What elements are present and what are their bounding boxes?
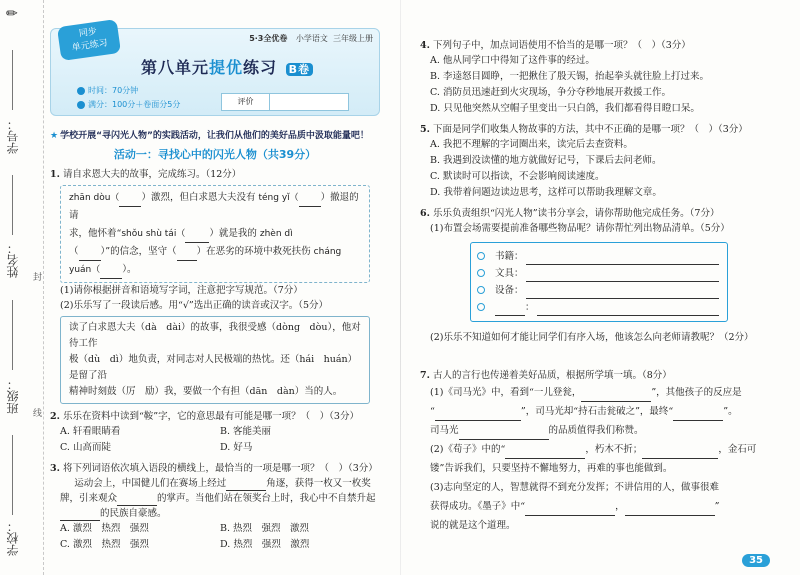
school-label: 学校：	[6, 520, 20, 556]
b-paper-tag: B卷	[286, 63, 313, 76]
pencil-icon: ✏	[6, 6, 18, 22]
option-c[interactable]: C. 默读时可以指读，不会影响阅读速度。	[430, 171, 605, 182]
option-b[interactable]: B. 客能美丽	[220, 426, 272, 437]
option-a[interactable]: A. 轩看眼睛看	[60, 426, 121, 437]
passage-line: （ ）”的信念，坚守（ ）在恶劣的环境中救死扶伤 cháng yuán（ ）。	[69, 243, 361, 279]
answer-blank[interactable]	[119, 206, 141, 207]
option-b[interactable]: B. 我遇到没读懂的地方就做好记号，下课后去问老师。	[430, 155, 662, 166]
clock-icon	[77, 87, 85, 95]
sync-badge: 同步 单元练习	[57, 19, 121, 61]
activity-1-title: 活动一：寻找心中的闪光人物（共39分）	[113, 148, 317, 161]
option-c[interactable]: C. 激烈 热烈 强烈	[60, 539, 149, 550]
name-line	[12, 175, 13, 235]
option-c[interactable]: C. 消防员迅速赶到火灾现场，争分夺秒地展开救援工作。	[430, 87, 671, 98]
left-page	[50, 28, 380, 553]
student-id-label: 学号：	[6, 118, 20, 154]
score-info: 满分：100分＋卷面分5分	[77, 99, 180, 110]
pinyin-passage	[60, 185, 370, 283]
answer-blank[interactable]	[526, 253, 719, 265]
answer-blank[interactable]	[525, 515, 615, 516]
answer-blank[interactable]	[526, 270, 719, 282]
evaluation-box[interactable]: 评价	[221, 93, 349, 111]
q3-options	[60, 521, 380, 553]
q7-sub3: (3)志向坚定的人，智慧就得不到充分发挥；不讲信用的人，做事很难 获得成功。《墨子》中“ ， ” 说的就是这个道理。	[430, 482, 720, 531]
reflection-passage: 读了白求恩大夫（dà dài）的故事，我很受感（dòng dòu），他对待工作 极（dù dì）地负责，对同志对人民极端的热忱。还（hái huán）是留了沿 精神时刻鼓（厉 励）我，要做一个有担（dān dàn）当的人。	[60, 316, 370, 404]
star-icon: ★	[50, 131, 59, 141]
option-b[interactable]: B. 热烈 强烈 激烈	[220, 523, 310, 534]
answer-blank[interactable]	[435, 420, 521, 421]
passage-line: zhān dòu（ ）激烈，但白求恩大夫没有 téng yǐ（ ）撤退的请	[69, 192, 359, 221]
class-line	[12, 300, 13, 370]
binder-ring-icon	[477, 286, 485, 294]
option-a[interactable]: A. 他从同学口中得知了这件事的经过。	[430, 55, 595, 66]
q4-options	[430, 53, 780, 117]
seal-mark: 封	[31, 272, 41, 281]
answer-blank[interactable]	[642, 458, 718, 459]
checklist-row: ：	[495, 299, 719, 316]
binder-ring-icon	[477, 269, 485, 277]
option-d[interactable]: D. 热烈 强烈 激烈	[220, 539, 310, 550]
binding-spine	[0, 0, 44, 575]
option-d[interactable]: D. 我带着问题边读边思考，这样可以帮助我理解文章。	[430, 187, 662, 198]
question-7: 7. 古人的言行也传递着美好品质，根据所学填一填。（8分）	[420, 370, 672, 381]
question-3: 3. 将下列词语依次填入语段的横线上，最恰当的一项是哪一项？（ ）（3分）	[50, 463, 378, 474]
answer-blank[interactable]	[581, 401, 651, 402]
class-label: 班级：	[6, 378, 20, 414]
page-fold	[400, 0, 401, 575]
question-2: 2. 乐乐在资料中读到“鞍”字，它的意思最有可能是哪一项？（ ）（3分）	[50, 411, 359, 422]
answer-blank[interactable]	[537, 304, 719, 316]
option-b[interactable]: B. 李逵怒目圆睁，一把揪住了殷天锡，抬起拳头就往脸上打过来。	[430, 71, 710, 82]
option-d[interactable]: D. 好马	[220, 442, 253, 453]
answer-blank[interactable]	[495, 304, 525, 316]
checklist-row: 设备：	[495, 282, 719, 299]
right-page	[420, 38, 780, 535]
binder-ring-icon	[477, 252, 485, 260]
student-id-line	[12, 50, 13, 110]
book-meta: 5·3全优卷 小学语文 三年级上册	[249, 34, 373, 43]
answer-blank[interactable]	[526, 287, 719, 299]
q1-sub2: (2)乐乐写了一段读后感。用“√”选出正确的读音或汉字。（5分）	[60, 300, 329, 311]
question-6: 6. 乐乐负责组织“闪光人物”读书分享会，请你帮助他完成任务。（7分）	[420, 208, 720, 219]
question-5: 5. 下面是同学们收集人物故事的方法，其中不正确的是哪一项？（ ）（3分）	[420, 124, 748, 135]
checklist-row: 书籍：	[495, 248, 719, 265]
answer-blank[interactable]	[299, 206, 321, 207]
option-d[interactable]: D. 只见他突然从空帽子里变出一只白鸽，我们都看得目瞪口呆。	[430, 103, 700, 114]
answer-blank[interactable]	[226, 490, 266, 491]
score-icon	[77, 101, 85, 109]
checklist-row: 文具：	[495, 265, 719, 282]
answer-blank[interactable]	[177, 260, 197, 261]
intro-text: ★ 学校开展“寻闪光人物”的实践活动，让我们从他们的美好品质中汲取能量吧！	[50, 131, 369, 141]
time-info: 时间：70分钟	[77, 85, 138, 96]
name-label: 姓名：	[6, 242, 20, 278]
answer-blank[interactable]	[117, 505, 157, 506]
answer-blank[interactable]	[673, 420, 723, 421]
answer-blank[interactable]	[79, 260, 101, 261]
option-a[interactable]: A. 我把不理解的字词圈出来，读完后去查资料。	[430, 139, 633, 150]
item-checklist	[470, 242, 728, 322]
unit-title: 第八单元提优练习 B卷	[141, 55, 313, 78]
option-a[interactable]: A. 激烈 热烈 强烈	[60, 523, 149, 534]
q7-sub2: (2)《荀子》中的“ ，朽木不折； ，金石可 镂”告诉我们，只要坚持不懈地努力，再难的事也能做到。	[430, 444, 757, 474]
q5-options	[430, 137, 780, 201]
q2-options	[60, 424, 380, 456]
option-c[interactable]: C. 山高而陡	[60, 442, 111, 453]
q1-sub1: (1)请你根据拼音和语境写字词，注意把字写规范。（7分）	[60, 285, 303, 296]
question-4: 4. 下列句子中，加点词语使用不恰当的是哪一项？（ ）（3分）	[420, 40, 691, 51]
answer-blank[interactable]	[505, 458, 585, 459]
unit-header	[50, 28, 380, 116]
q7-sub1: (1)《司马光》中，看到“一儿登瓮， ”，其他孩子的反应是 “ ”，司马光却“持石击瓮破之”，最终“ ”。 司马光 的品质值得我们称赞。	[430, 383, 780, 440]
question-1: 1. 请自求恩大夫的故事，完成练习。（12分）	[50, 169, 242, 180]
answer-blank[interactable]	[100, 278, 122, 279]
q6-sub2: (2)乐乐不知道如何才能让同学们有序入场，他该怎么向老师请教呢？（2分）	[430, 332, 754, 343]
q6-sub1: (1)布置会场需要提前准备哪些物品呢？请你帮忙列出物品清单。（5分）	[430, 223, 730, 234]
binder-ring-icon	[477, 303, 485, 311]
q3-paragraph: 运动会上，中国健儿们在赛场上经过 角逐，获得一枚又一枚奖牌，引来观众 的掌声。当他们站在领奖台上时，我心中不自禁升起的民族自豪感。	[60, 478, 376, 519]
page-number: 35	[742, 554, 770, 567]
answer-blank[interactable]	[625, 515, 715, 516]
line-mark: 线	[31, 408, 41, 417]
passage-line: 求，他怀着“shǒu shù tái（ ）就是我的 zhèn dì	[69, 225, 361, 243]
school-line	[12, 435, 13, 515]
